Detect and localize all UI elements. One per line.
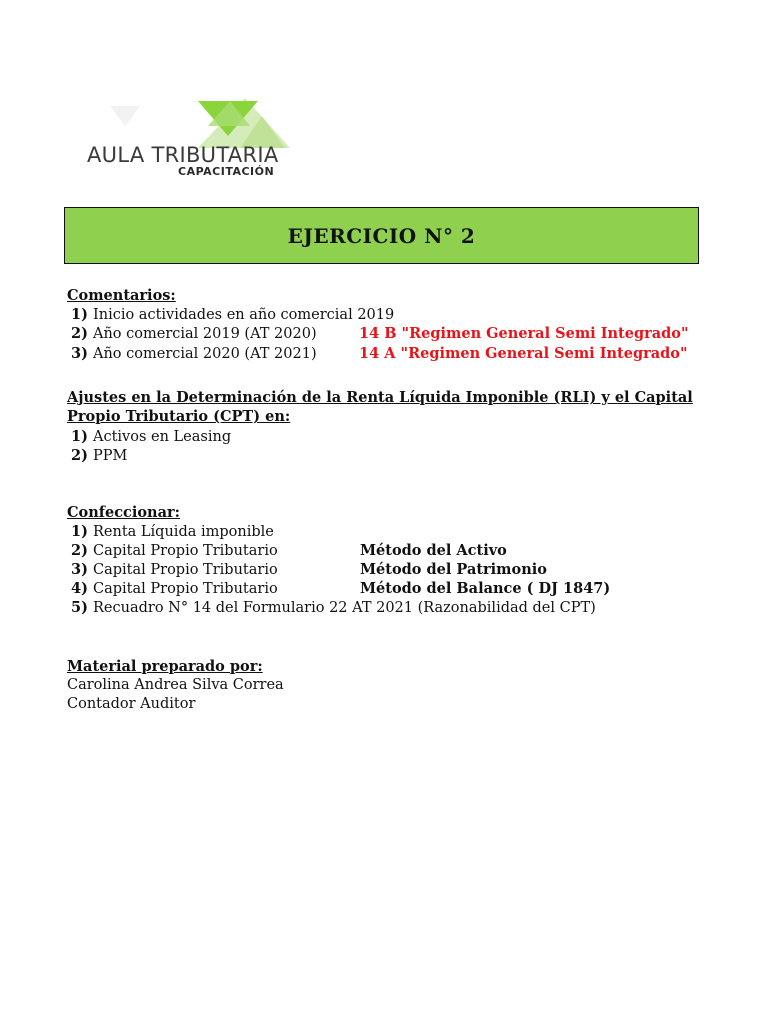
comentario-item <box>67 344 707 364</box>
item-text: Capital Propio Tributario <box>93 562 278 578</box>
autor-role: Contador Auditor <box>67 696 196 712</box>
confeccionar-item <box>67 598 596 618</box>
confeccionar-item <box>67 541 707 561</box>
item-number: 4) <box>71 580 88 597</box>
aula-tributaria-logo <box>80 96 290 186</box>
item-text: Capital Propio Tributario <box>93 543 278 559</box>
item-text: Año comercial 2019 (AT 2020) <box>93 326 317 342</box>
logo-subtitle: CAPACITACIÓN <box>178 165 275 178</box>
item-number: 1) <box>71 523 88 540</box>
item-text: Renta Líquida imponible <box>93 524 274 540</box>
item-text: PPM <box>93 448 128 464</box>
ajuste-item <box>67 446 127 466</box>
item-number: 5) <box>71 599 88 616</box>
item-number: 1) <box>71 306 88 323</box>
item-number: 1) <box>71 428 88 445</box>
item-number: 2) <box>71 542 88 559</box>
confeccionar-item <box>67 579 707 599</box>
ajuste-item <box>67 427 231 447</box>
comentarios-heading: Comentarios: <box>67 287 176 304</box>
item-number: 3) <box>71 345 88 362</box>
autor-heading: Material preparado por: <box>67 658 263 675</box>
item-text: Capital Propio Tributario <box>93 581 278 597</box>
item-text: Recuadro N° 14 del Formulario 22 AT 2021 (Razonabilidad del CPT) <box>93 600 596 616</box>
method-label: Método del Patrimonio <box>360 561 547 578</box>
method-label: Método del Balance ( DJ 1847) <box>360 580 611 597</box>
logo-title: AULA TRIBUTARIA <box>87 143 279 167</box>
confeccionar-item <box>67 560 707 580</box>
autor-name: Carolina Andrea Silva Correa <box>67 677 284 693</box>
confeccionar-heading: Confeccionar: <box>67 504 180 521</box>
item-text: Año comercial 2020 (AT 2021) <box>93 346 317 362</box>
ajustes-heading-line2: Propio Tributario (CPT) en: <box>67 408 291 425</box>
title-banner <box>64 207 699 264</box>
confeccionar-item <box>67 522 274 542</box>
method-label: Método del Activo <box>360 542 507 559</box>
comentario-item <box>67 305 394 325</box>
item-text: Inicio actividades en año comercial 2019 <box>93 307 395 323</box>
regimen-label: 14 A "Regimen General Semi Integrado" <box>359 345 688 362</box>
regimen-label: 14 B "Regimen General Semi Integrado" <box>359 325 689 342</box>
comentario-item <box>67 324 707 344</box>
item-number: 3) <box>71 561 88 578</box>
ajustes-heading-line1: Ajustes en la Determinación de la Renta Líquida Imponible (RLI) y el Capital <box>67 389 693 406</box>
item-number: 2) <box>71 325 88 342</box>
page-title: EJERCICIO N° 2 <box>287 223 476 248</box>
item-text: Activos en Leasing <box>93 429 232 445</box>
item-number: 2) <box>71 447 88 464</box>
